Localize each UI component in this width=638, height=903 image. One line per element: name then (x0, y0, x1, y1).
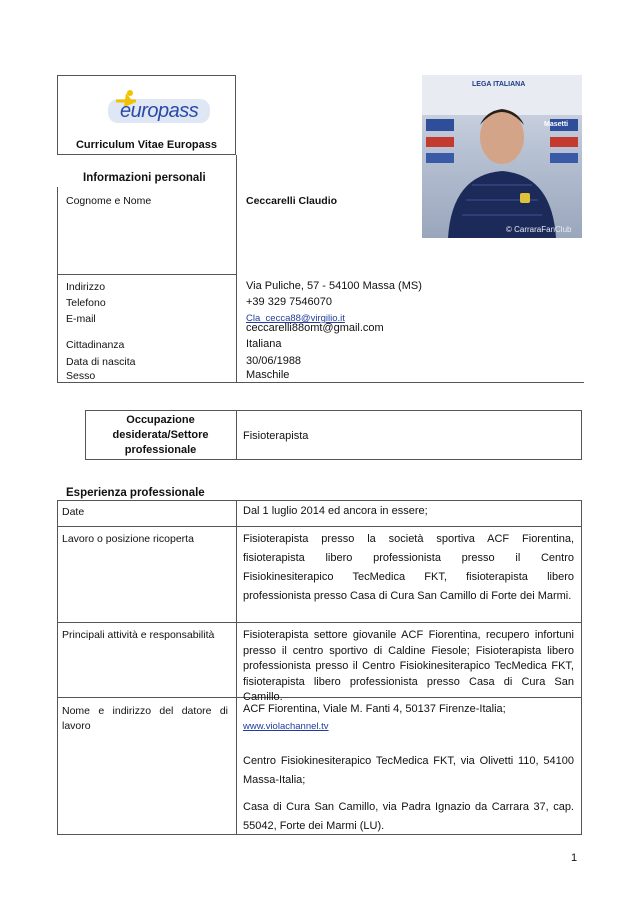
exp-row-line-1 (57, 526, 582, 527)
photo-banner-top: LEGA ITALIANA (472, 81, 526, 88)
name-label: Cognome e Nome (66, 195, 152, 207)
email-label: E-mail (66, 313, 96, 325)
exp-row-line-2 (57, 622, 582, 623)
employer-label: Nome e indirizzo del datore di lavoro (62, 705, 228, 732)
photo-banner-brand: Masetti (544, 121, 569, 128)
role-label: Lavoro o posizione ricoperta (62, 533, 194, 545)
cv-title: Curriculum Vitae Europass (75, 139, 217, 151)
address-value: Via Puliche, 57 - 54100 Massa (MS) (246, 280, 422, 292)
employer-3: Casa di Cura San Camillo, via Padra Ignazio da Carrara 37, cap. 55042, Forte dei Marmi (LU). (243, 801, 574, 832)
europass-logo (106, 85, 212, 127)
photo-watermark: © CarraraFanClub (506, 225, 572, 234)
employer-2: Centro Fisiokinesiterapico TecMedica FKT, via Olivetti 110, 54100 Massa-Italia; (243, 755, 574, 786)
citizenship-value: Italiana (246, 338, 282, 350)
occupation-label-1: Occupazione (126, 414, 195, 426)
occupation-label-2: desiderata/Settore (112, 429, 209, 441)
occupation-divider (236, 410, 237, 460)
page-number: 1 (571, 852, 578, 864)
row-divider-1 (57, 274, 236, 275)
address-label: Indirizzo (66, 281, 106, 293)
activities-label: Principali attività e responsabilità (62, 629, 215, 641)
phone-value: +39 329 7546070 (246, 296, 332, 308)
citizenship-label: Cittadinanza (66, 339, 125, 351)
table-border-bottom (57, 382, 584, 383)
role-value: Fisioterapista presso la società sportiva ACF Fiorentina, fisioterapista libero professionista presso il Centro Fisiokinesiterapico TecMedica FKT, fisioterapista libero professionista presso Casa di Cura San Camillo di Forte dei Marmi. (243, 533, 574, 602)
photo-graphic (422, 75, 582, 238)
section-title-personal: Informazioni personali (83, 172, 206, 184)
experience-divider (236, 500, 237, 835)
birth-value: 30/06/1988 (246, 355, 302, 367)
email-link-1[interactable]: Cla_cecca88@virgilio.it (246, 313, 345, 324)
phone-label: Telefono (66, 297, 106, 309)
table-divider (236, 155, 237, 382)
logo-text: europass (120, 100, 199, 122)
date-label: Date (62, 506, 85, 518)
date-value: Dal 1 luglio 2014 ed ancora in essere; (243, 505, 428, 517)
activities-value: Fisioterapista settore giovanile ACF Fiorentina, recupero infortuni presso il centro sportivo di Caldine Fiesole; Fisioterapista libero professionista presso il Centro Fisiokinesiterapico TecMedica FKT, fisioterapista libero professionista presso Casa di Cura San Camillo. (243, 629, 574, 703)
sex-value: Maschile (246, 369, 290, 381)
birth-label: Data di nascita (66, 356, 136, 368)
occupation-value: Fisioterapista (243, 430, 309, 442)
sex-label: Sesso (66, 370, 96, 382)
employer-1-link[interactable]: www.violachannel.tv (243, 721, 329, 732)
name-value: Ceccarelli Claudio (246, 195, 338, 207)
section-title-experience: Esperienza professionale (66, 487, 205, 499)
profile-photo (422, 75, 582, 238)
employer-1: ACF Fiorentina, Viale M. Fanti 4, 50137 Firenze-Italia; (243, 703, 506, 715)
table-border-left (57, 187, 58, 382)
occupation-label-3: professionale (124, 444, 197, 456)
email-value-2: ceccarelli88omt@gmail.com (246, 322, 384, 334)
